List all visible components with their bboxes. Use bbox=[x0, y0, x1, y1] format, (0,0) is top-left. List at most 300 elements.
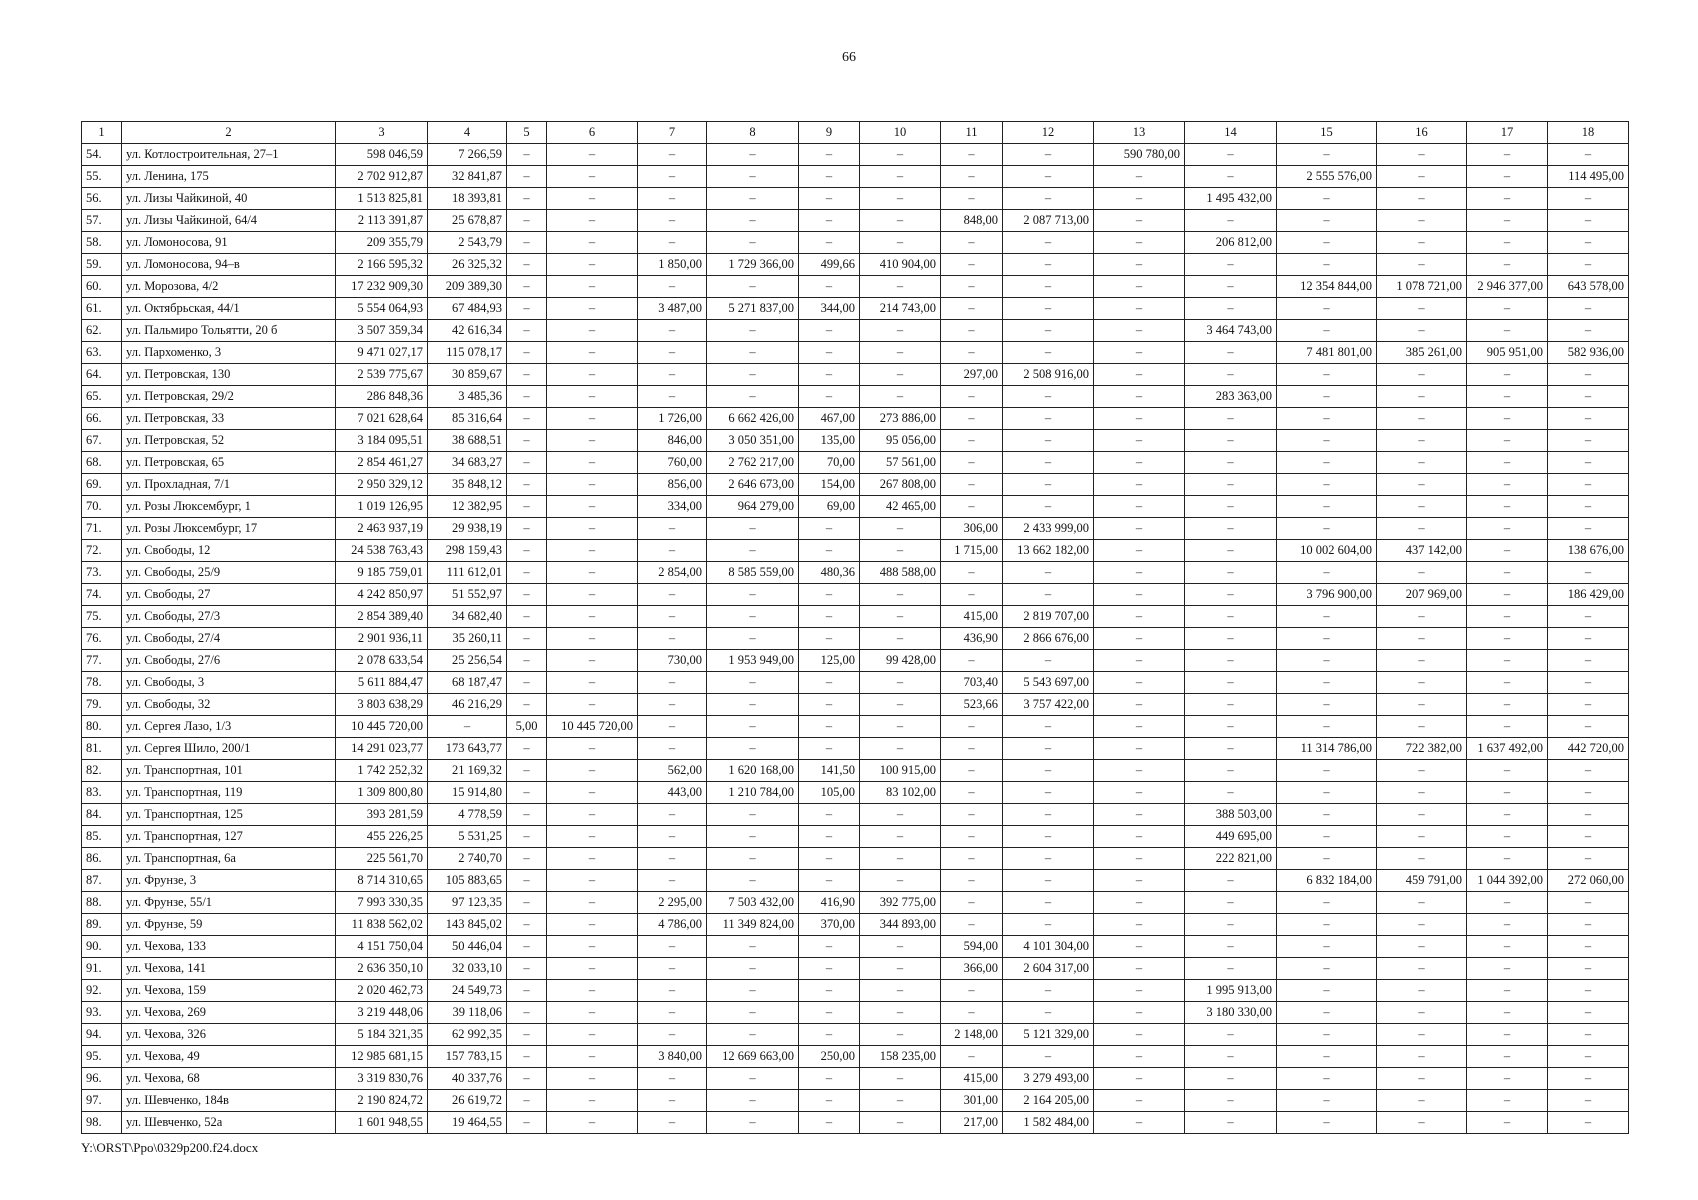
table-cell-col-18: 114 495,00 bbox=[1548, 166, 1629, 188]
table-cell-col-11: 436,90 bbox=[941, 628, 1003, 650]
table-cell-col-16: – bbox=[1377, 1112, 1467, 1134]
table-cell-col-12: – bbox=[1003, 1002, 1094, 1024]
table-cell-col-5: – bbox=[507, 848, 547, 870]
table-cell-col-12: – bbox=[1003, 474, 1094, 496]
table-header-row bbox=[82, 122, 1629, 144]
table-cell-col-4: 46 216,29 bbox=[428, 694, 507, 716]
table-cell-col-10: – bbox=[860, 518, 941, 540]
table-cell-col-14: – bbox=[1185, 1046, 1277, 1068]
table-cell-col-16: – bbox=[1377, 144, 1467, 166]
table-cell-col-13: – bbox=[1094, 474, 1185, 496]
table-cell-col-16: – bbox=[1377, 408, 1467, 430]
table-cell-col-11: 594,00 bbox=[941, 936, 1003, 958]
table-cell-col-3: 3 219 448,06 bbox=[336, 1002, 428, 1024]
table-cell-col-8: – bbox=[707, 1024, 799, 1046]
table-cell-col-3: 3 507 359,34 bbox=[336, 320, 428, 342]
table-cell-col-13: – bbox=[1094, 672, 1185, 694]
table-cell-col-13: – bbox=[1094, 540, 1185, 562]
table-cell-col-14: – bbox=[1185, 452, 1277, 474]
table-cell-col-4: 5 531,25 bbox=[428, 826, 507, 848]
table-cell-col-6: – bbox=[547, 320, 638, 342]
table-cell-col-16: – bbox=[1377, 1068, 1467, 1090]
table-cell-col-9: – bbox=[799, 232, 860, 254]
table-cell-col-14: 222 821,00 bbox=[1185, 848, 1277, 870]
table-cell-col-18: – bbox=[1548, 1002, 1629, 1024]
table-cell-col-16: – bbox=[1377, 364, 1467, 386]
table-cell-col-14: 3 180 330,00 bbox=[1185, 1002, 1277, 1024]
table-cell-col-9: – bbox=[799, 606, 860, 628]
table-cell-col-14: – bbox=[1185, 958, 1277, 980]
table-cell-col-13: – bbox=[1094, 408, 1185, 430]
table-cell-col-10: – bbox=[860, 232, 941, 254]
table-cell-col-4: 50 446,04 bbox=[428, 936, 507, 958]
table-row bbox=[82, 1002, 1629, 1024]
table-cell-col-14: – bbox=[1185, 672, 1277, 694]
table-cell-col-17: – bbox=[1467, 958, 1548, 980]
table-row bbox=[82, 826, 1629, 848]
table-cell-col-7: – bbox=[638, 980, 707, 1002]
table-cell-col-8: – bbox=[707, 584, 799, 606]
table-row bbox=[82, 914, 1629, 936]
table-cell-col-10: 273 886,00 bbox=[860, 408, 941, 430]
table-row bbox=[82, 430, 1629, 452]
table-cell-col-17: – bbox=[1467, 210, 1548, 232]
table-cell-col-10: – bbox=[860, 364, 941, 386]
table-cell-col-2: ул. Пархоменко, 3 bbox=[122, 342, 336, 364]
table-cell-col-4: 51 552,97 bbox=[428, 584, 507, 606]
table-cell-col-13: – bbox=[1094, 1002, 1185, 1024]
table-cell-col-9: – bbox=[799, 210, 860, 232]
table-cell-col-4: 85 316,64 bbox=[428, 408, 507, 430]
table-cell-col-6: – bbox=[547, 914, 638, 936]
table-cell-col-11: – bbox=[941, 562, 1003, 584]
table-cell-col-5: – bbox=[507, 672, 547, 694]
table-cell-col-5: – bbox=[507, 1068, 547, 1090]
table-cell-col-6: – bbox=[547, 474, 638, 496]
table-cell-col-1: 57. bbox=[82, 210, 122, 232]
table-cell-col-11: – bbox=[941, 738, 1003, 760]
table-cell-col-17: – bbox=[1467, 298, 1548, 320]
table-cell-col-2: ул. Свободы, 12 bbox=[122, 540, 336, 562]
table-cell-col-13: – bbox=[1094, 430, 1185, 452]
table-cell-col-7: 1 726,00 bbox=[638, 408, 707, 430]
table-cell-col-7: – bbox=[638, 628, 707, 650]
table-cell-col-3: 2 463 937,19 bbox=[336, 518, 428, 540]
table-row bbox=[82, 870, 1629, 892]
table-cell-col-10: – bbox=[860, 826, 941, 848]
table-cell-col-18: 582 936,00 bbox=[1548, 342, 1629, 364]
table-row bbox=[82, 320, 1629, 342]
table-cell-col-1: 63. bbox=[82, 342, 122, 364]
table-cell-col-3: 17 232 909,30 bbox=[336, 276, 428, 298]
table-cell-col-10: – bbox=[860, 694, 941, 716]
table-cell-col-11: 301,00 bbox=[941, 1090, 1003, 1112]
table-cell-col-8: 1 210 784,00 bbox=[707, 782, 799, 804]
table-cell-col-16: 385 261,00 bbox=[1377, 342, 1467, 364]
table-cell-col-15: 12 354 844,00 bbox=[1277, 276, 1377, 298]
table-row bbox=[82, 892, 1629, 914]
table-cell-col-9: 70,00 bbox=[799, 452, 860, 474]
column-header-11: 11 bbox=[941, 122, 1003, 144]
table-cell-col-12: – bbox=[1003, 386, 1094, 408]
table-cell-col-15: – bbox=[1277, 430, 1377, 452]
table-cell-col-11: – bbox=[941, 386, 1003, 408]
table-cell-col-9: – bbox=[799, 1024, 860, 1046]
table-cell-col-16: 459 791,00 bbox=[1377, 870, 1467, 892]
table-cell-col-12: – bbox=[1003, 342, 1094, 364]
table-cell-col-17: – bbox=[1467, 1090, 1548, 1112]
table-cell-col-5: – bbox=[507, 518, 547, 540]
table-cell-col-4: 2 543,79 bbox=[428, 232, 507, 254]
table-cell-col-10: 99 428,00 bbox=[860, 650, 941, 672]
table-cell-col-8: 7 503 432,00 bbox=[707, 892, 799, 914]
table-cell-col-1: 61. bbox=[82, 298, 122, 320]
table-cell-col-9: – bbox=[799, 870, 860, 892]
table-cell-col-10: – bbox=[860, 1024, 941, 1046]
table-cell-col-12: 2 508 916,00 bbox=[1003, 364, 1094, 386]
table-cell-col-3: 3 803 638,29 bbox=[336, 694, 428, 716]
table-cell-col-7: – bbox=[638, 738, 707, 760]
table-cell-col-17: – bbox=[1467, 1068, 1548, 1090]
table-cell-col-16: – bbox=[1377, 254, 1467, 276]
table-cell-col-12: – bbox=[1003, 826, 1094, 848]
table-cell-col-14: – bbox=[1185, 210, 1277, 232]
table-cell-col-1: 75. bbox=[82, 606, 122, 628]
table-cell-col-14: – bbox=[1185, 254, 1277, 276]
table-cell-col-6: – bbox=[547, 298, 638, 320]
table-cell-col-9: – bbox=[799, 342, 860, 364]
table-cell-col-4: 35 848,12 bbox=[428, 474, 507, 496]
table-cell-col-17: – bbox=[1467, 848, 1548, 870]
table-cell-col-7: 3 840,00 bbox=[638, 1046, 707, 1068]
table-cell-col-7: – bbox=[638, 232, 707, 254]
column-header-17: 17 bbox=[1467, 122, 1548, 144]
table-cell-col-1: 98. bbox=[82, 1112, 122, 1134]
table-cell-col-2: ул. Фрунзе, 59 bbox=[122, 914, 336, 936]
table-cell-col-18: – bbox=[1548, 1046, 1629, 1068]
table-cell-col-18: – bbox=[1548, 980, 1629, 1002]
table-cell-col-5: – bbox=[507, 804, 547, 826]
table-cell-col-5: – bbox=[507, 166, 547, 188]
table-row bbox=[82, 738, 1629, 760]
table-cell-col-18: – bbox=[1548, 606, 1629, 628]
table-cell-col-3: 8 714 310,65 bbox=[336, 870, 428, 892]
table-cell-col-16: – bbox=[1377, 936, 1467, 958]
table-cell-col-2: ул. Лизы Чайкиной, 64/4 bbox=[122, 210, 336, 232]
table-cell-col-11: – bbox=[941, 430, 1003, 452]
table-cell-col-11: – bbox=[941, 716, 1003, 738]
table-cell-col-15: – bbox=[1277, 496, 1377, 518]
table-cell-col-3: 2 190 824,72 bbox=[336, 1090, 428, 1112]
table-cell-col-18: – bbox=[1548, 518, 1629, 540]
table-cell-col-15: 10 002 604,00 bbox=[1277, 540, 1377, 562]
table-cell-col-18: – bbox=[1548, 892, 1629, 914]
table-cell-col-4: 26 325,32 bbox=[428, 254, 507, 276]
table-cell-col-18: – bbox=[1548, 782, 1629, 804]
table-cell-col-8: 2 646 673,00 bbox=[707, 474, 799, 496]
table-cell-col-8: – bbox=[707, 518, 799, 540]
table-cell-col-2: ул. Чехова, 133 bbox=[122, 936, 336, 958]
table-cell-col-12: 2 164 205,00 bbox=[1003, 1090, 1094, 1112]
table-cell-col-17: – bbox=[1467, 452, 1548, 474]
table-cell-col-13: – bbox=[1094, 1068, 1185, 1090]
table-cell-col-18: – bbox=[1548, 320, 1629, 342]
table-cell-col-9: – bbox=[799, 672, 860, 694]
table-cell-col-7: – bbox=[638, 364, 707, 386]
table-cell-col-17: – bbox=[1467, 1002, 1548, 1024]
table-cell-col-11: – bbox=[941, 870, 1003, 892]
table-cell-col-10: – bbox=[860, 628, 941, 650]
table-cell-col-6: – bbox=[547, 210, 638, 232]
table-cell-col-7: 846,00 bbox=[638, 430, 707, 452]
table-cell-col-3: 455 226,25 bbox=[336, 826, 428, 848]
table-cell-col-13: – bbox=[1094, 320, 1185, 342]
table-cell-col-15: – bbox=[1277, 760, 1377, 782]
table-cell-col-16: – bbox=[1377, 694, 1467, 716]
column-header-14: 14 bbox=[1185, 122, 1277, 144]
table-cell-col-5: – bbox=[507, 936, 547, 958]
table-cell-col-6: – bbox=[547, 562, 638, 584]
table-cell-col-15: – bbox=[1277, 320, 1377, 342]
table-cell-col-9: – bbox=[799, 936, 860, 958]
table-cell-col-10: – bbox=[860, 606, 941, 628]
table-cell-col-6: – bbox=[547, 540, 638, 562]
table-cell-col-8: – bbox=[707, 848, 799, 870]
table-cell-col-10: – bbox=[860, 320, 941, 342]
data-table bbox=[81, 121, 1629, 1134]
table-cell-col-6: – bbox=[547, 606, 638, 628]
table-cell-col-13: – bbox=[1094, 760, 1185, 782]
table-cell-col-1: 66. bbox=[82, 408, 122, 430]
table-cell-col-7: – bbox=[638, 320, 707, 342]
table-cell-col-13: – bbox=[1094, 166, 1185, 188]
column-header-13: 13 bbox=[1094, 122, 1185, 144]
table-cell-col-5: – bbox=[507, 782, 547, 804]
table-cell-col-7: 730,00 bbox=[638, 650, 707, 672]
table-cell-col-1: 65. bbox=[82, 386, 122, 408]
table-cell-col-12: – bbox=[1003, 254, 1094, 276]
table-cell-col-18: 186 429,00 bbox=[1548, 584, 1629, 606]
table-cell-col-7: – bbox=[638, 716, 707, 738]
table-cell-col-5: – bbox=[507, 914, 547, 936]
table-cell-col-4: 298 159,43 bbox=[428, 540, 507, 562]
table-cell-col-14: – bbox=[1185, 936, 1277, 958]
table-cell-col-7: – bbox=[638, 1112, 707, 1134]
table-cell-col-12: – bbox=[1003, 320, 1094, 342]
table-cell-col-6: – bbox=[547, 1046, 638, 1068]
table-cell-col-13: – bbox=[1094, 364, 1185, 386]
table-cell-col-18: – bbox=[1548, 210, 1629, 232]
table-cell-col-2: ул. Свободы, 27/4 bbox=[122, 628, 336, 650]
table-cell-col-15: – bbox=[1277, 144, 1377, 166]
table-cell-col-11: – bbox=[941, 980, 1003, 1002]
table-row bbox=[82, 188, 1629, 210]
table-cell-col-5: – bbox=[507, 826, 547, 848]
table-cell-col-13: – bbox=[1094, 1090, 1185, 1112]
table-row bbox=[82, 562, 1629, 584]
table-cell-col-6: – bbox=[547, 650, 638, 672]
table-cell-col-18: – bbox=[1548, 474, 1629, 496]
table-cell-col-18: – bbox=[1548, 628, 1629, 650]
table-cell-col-7: 334,00 bbox=[638, 496, 707, 518]
table-cell-col-8: – bbox=[707, 540, 799, 562]
table-cell-col-5: – bbox=[507, 892, 547, 914]
table-cell-col-13: – bbox=[1094, 562, 1185, 584]
table-cell-col-6: – bbox=[547, 1068, 638, 1090]
table-cell-col-7: – bbox=[638, 1002, 707, 1024]
table-cell-col-16: – bbox=[1377, 716, 1467, 738]
table-cell-col-14: – bbox=[1185, 1090, 1277, 1112]
table-cell-col-14: – bbox=[1185, 1024, 1277, 1046]
table-cell-col-14: 1 495 432,00 bbox=[1185, 188, 1277, 210]
table-cell-col-6: – bbox=[547, 584, 638, 606]
table-cell-col-18: – bbox=[1548, 1024, 1629, 1046]
table-cell-col-4: 32 841,87 bbox=[428, 166, 507, 188]
table-row bbox=[82, 958, 1629, 980]
table-cell-col-6: – bbox=[547, 782, 638, 804]
table-cell-col-5: – bbox=[507, 342, 547, 364]
table-cell-col-16: – bbox=[1377, 320, 1467, 342]
table-cell-col-13: – bbox=[1094, 606, 1185, 628]
table-cell-col-11: – bbox=[941, 276, 1003, 298]
table-cell-col-9: – bbox=[799, 166, 860, 188]
table-cell-col-6: – bbox=[547, 760, 638, 782]
table-cell-col-13: – bbox=[1094, 826, 1185, 848]
table-cell-col-18: 138 676,00 bbox=[1548, 540, 1629, 562]
table-cell-col-16: – bbox=[1377, 1046, 1467, 1068]
table-cell-col-11: 703,40 bbox=[941, 672, 1003, 694]
table-cell-col-1: 55. bbox=[82, 166, 122, 188]
table-body bbox=[82, 144, 1629, 1134]
table-cell-col-2: ул. Пальмиро Тольятти, 20 б bbox=[122, 320, 336, 342]
table-cell-col-2: ул. Ленина, 175 bbox=[122, 166, 336, 188]
table-cell-col-3: 225 561,70 bbox=[336, 848, 428, 870]
table-cell-col-17: – bbox=[1467, 914, 1548, 936]
table-cell-col-12: – bbox=[1003, 232, 1094, 254]
table-cell-col-7: – bbox=[638, 540, 707, 562]
table-cell-col-15: – bbox=[1277, 518, 1377, 540]
table-cell-col-17: – bbox=[1467, 364, 1548, 386]
table-cell-col-4: 111 612,01 bbox=[428, 562, 507, 584]
table-cell-col-14: – bbox=[1185, 584, 1277, 606]
table-cell-col-5: – bbox=[507, 562, 547, 584]
table-row bbox=[82, 166, 1629, 188]
table-cell-col-1: 56. bbox=[82, 188, 122, 210]
table-cell-col-3: 9 471 027,17 bbox=[336, 342, 428, 364]
table-cell-col-15: – bbox=[1277, 474, 1377, 496]
table-cell-col-7: – bbox=[638, 518, 707, 540]
table-cell-col-3: 2 636 350,10 bbox=[336, 958, 428, 980]
table-cell-col-18: 643 578,00 bbox=[1548, 276, 1629, 298]
table-cell-col-13: – bbox=[1094, 980, 1185, 1002]
table-cell-col-7: – bbox=[638, 694, 707, 716]
table-cell-col-4: 97 123,35 bbox=[428, 892, 507, 914]
table-cell-col-16: – bbox=[1377, 298, 1467, 320]
table-cell-col-14: 283 363,00 bbox=[1185, 386, 1277, 408]
table-cell-col-1: 54. bbox=[82, 144, 122, 166]
table-row bbox=[82, 210, 1629, 232]
table-cell-col-10: 344 893,00 bbox=[860, 914, 941, 936]
table-cell-col-17: – bbox=[1467, 254, 1548, 276]
table-cell-col-1: 59. bbox=[82, 254, 122, 276]
column-header-6: 6 bbox=[547, 122, 638, 144]
table-cell-col-2: ул. Сергея Шило, 200/1 bbox=[122, 738, 336, 760]
table-cell-col-17: – bbox=[1467, 320, 1548, 342]
table-cell-col-4: 26 619,72 bbox=[428, 1090, 507, 1112]
table-cell-col-2: ул. Чехова, 68 bbox=[122, 1068, 336, 1090]
table-cell-col-13: – bbox=[1094, 650, 1185, 672]
table-cell-col-18: – bbox=[1548, 1090, 1629, 1112]
table-cell-col-11: – bbox=[941, 804, 1003, 826]
table-cell-col-10: 57 561,00 bbox=[860, 452, 941, 474]
table-cell-col-16: – bbox=[1377, 804, 1467, 826]
table-cell-col-16: – bbox=[1377, 650, 1467, 672]
table-cell-col-18: 442 720,00 bbox=[1548, 738, 1629, 760]
table-cell-col-9: – bbox=[799, 848, 860, 870]
table-cell-col-7: 1 850,00 bbox=[638, 254, 707, 276]
table-cell-col-13: – bbox=[1094, 782, 1185, 804]
table-cell-col-9: 125,00 bbox=[799, 650, 860, 672]
table-cell-col-6: – bbox=[547, 892, 638, 914]
table-cell-col-7: 2 295,00 bbox=[638, 892, 707, 914]
table-cell-col-12: – bbox=[1003, 496, 1094, 518]
table-cell-col-16: – bbox=[1377, 232, 1467, 254]
table-cell-col-15: – bbox=[1277, 386, 1377, 408]
table-cell-col-11: 1 715,00 bbox=[941, 540, 1003, 562]
table-row bbox=[82, 628, 1629, 650]
table-cell-col-7: – bbox=[638, 342, 707, 364]
table-cell-col-15: 6 832 184,00 bbox=[1277, 870, 1377, 892]
table-cell-col-3: 286 848,36 bbox=[336, 386, 428, 408]
table-cell-col-14: – bbox=[1185, 474, 1277, 496]
table-cell-col-16: – bbox=[1377, 672, 1467, 694]
table-cell-col-1: 84. bbox=[82, 804, 122, 826]
table-cell-col-6: – bbox=[547, 342, 638, 364]
table-row bbox=[82, 1112, 1629, 1134]
table-cell-col-1: 91. bbox=[82, 958, 122, 980]
table-cell-col-11: 217,00 bbox=[941, 1112, 1003, 1134]
table-cell-col-5: – bbox=[507, 980, 547, 1002]
table-cell-col-11: – bbox=[941, 650, 1003, 672]
table-cell-col-11: 306,00 bbox=[941, 518, 1003, 540]
table-cell-col-10: – bbox=[860, 276, 941, 298]
table-cell-col-14: – bbox=[1185, 144, 1277, 166]
table-cell-col-16: – bbox=[1377, 958, 1467, 980]
table-cell-col-5: – bbox=[507, 540, 547, 562]
table-cell-col-12: 2 866 676,00 bbox=[1003, 628, 1094, 650]
table-cell-col-3: 3 319 830,76 bbox=[336, 1068, 428, 1090]
table-cell-col-18: – bbox=[1548, 254, 1629, 276]
column-header-1: 1 bbox=[82, 122, 122, 144]
table-cell-col-14: – bbox=[1185, 650, 1277, 672]
table-cell-col-10: – bbox=[860, 980, 941, 1002]
table-cell-col-8: – bbox=[707, 936, 799, 958]
table-cell-col-17: – bbox=[1467, 496, 1548, 518]
table-cell-col-18: – bbox=[1548, 826, 1629, 848]
table-cell-col-14: – bbox=[1185, 342, 1277, 364]
table-cell-col-3: 3 184 095,51 bbox=[336, 430, 428, 452]
table-cell-col-17: – bbox=[1467, 166, 1548, 188]
table-cell-col-5: – bbox=[507, 386, 547, 408]
table-cell-col-18: – bbox=[1548, 716, 1629, 738]
table-cell-col-4: 173 643,77 bbox=[428, 738, 507, 760]
table-cell-col-14: – bbox=[1185, 716, 1277, 738]
table-cell-col-17: 905 951,00 bbox=[1467, 342, 1548, 364]
table-row bbox=[82, 298, 1629, 320]
table-cell-col-7: 2 854,00 bbox=[638, 562, 707, 584]
table-cell-col-16: – bbox=[1377, 1024, 1467, 1046]
table-cell-col-13: – bbox=[1094, 496, 1185, 518]
